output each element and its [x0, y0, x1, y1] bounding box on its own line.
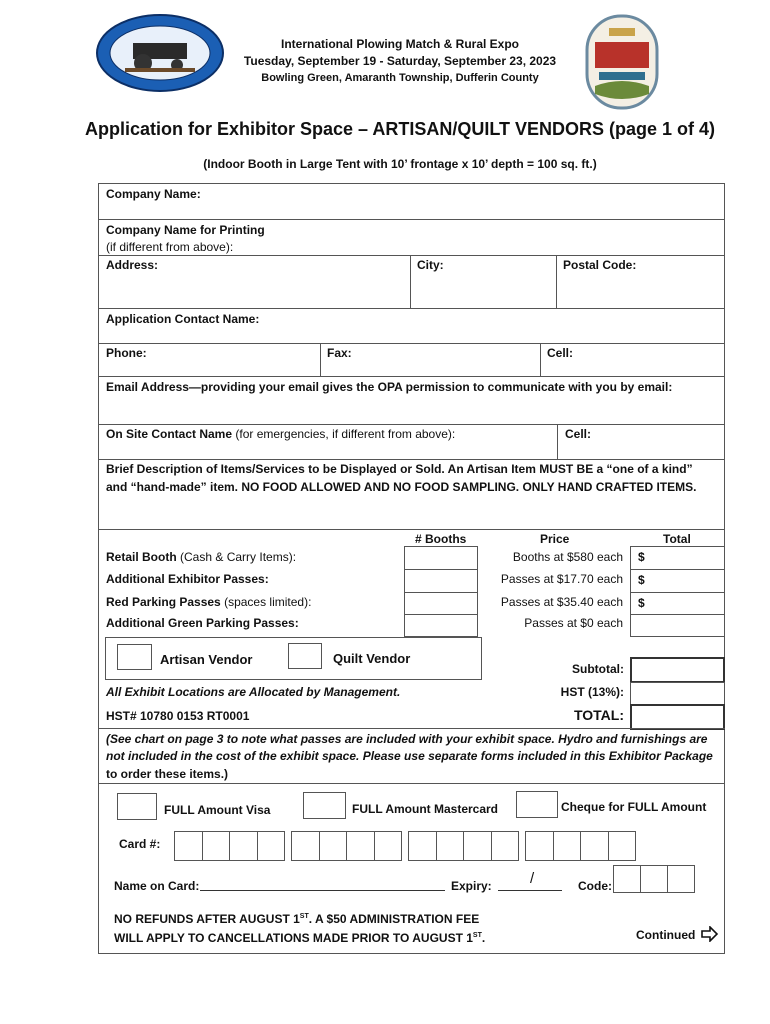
col-booths-header: # Booths	[415, 532, 467, 546]
email-label: Email Address—providing your email gives the OPA permission to communicate with you by email:	[106, 380, 673, 394]
currency-symbol: $	[638, 596, 645, 610]
exhibitor-passes-price: Passes at $17.70 each	[500, 572, 623, 586]
cheque-label: Cheque for FULL Amount	[561, 800, 707, 814]
phone-field[interactable]	[99, 344, 319, 376]
fax-field[interactable]	[321, 344, 539, 376]
red-parking-qty[interactable]	[404, 592, 478, 616]
description-line2: and “hand-made” item. NO FOOD ALLOWED AND NO FOOD SAMPLING. ONLY HAND CRAFTED ITEMS.	[106, 480, 697, 494]
email-field[interactable]	[99, 377, 724, 423]
exhibitor-passes-label: Additional Exhibitor Passes:	[106, 572, 269, 586]
exhibitor-passes-total[interactable]	[630, 569, 725, 593]
currency-symbol: $	[638, 573, 645, 587]
address-label: Address:	[106, 258, 159, 272]
ipm-2023-logo	[585, 14, 659, 110]
currency-symbol: $	[638, 550, 645, 564]
green-parking-qty[interactable]	[404, 614, 478, 637]
retail-booth-total[interactable]	[630, 546, 725, 570]
code-digit-cell[interactable]	[667, 865, 695, 893]
onsite-cell-label: Cell:	[565, 427, 592, 441]
card-digit-cell[interactable]	[174, 831, 203, 861]
city-field[interactable]	[411, 256, 555, 308]
subtotal-label: Subtotal:	[572, 662, 624, 676]
mastercard-checkbox[interactable]	[303, 792, 346, 819]
expiry-separator: /	[530, 870, 535, 887]
hst-number: HST# 10780 0153 RT0001	[106, 709, 250, 723]
hst-field[interactable]	[630, 682, 725, 705]
address-field[interactable]	[99, 256, 409, 308]
card-digit-cell[interactable]	[257, 831, 286, 861]
phone-label: Phone:	[106, 346, 147, 360]
red-parking-label: Red Parking Passes (spaces limited):	[106, 595, 312, 609]
total-label: TOTAL:	[573, 707, 624, 723]
description-line1: Brief Description of Items/Services to be Displayed or Sold. An Artisan Item MUST BE a “one of a kind”	[106, 462, 693, 476]
cell-label: Cell:	[547, 346, 574, 360]
app-contact-field[interactable]	[99, 309, 724, 343]
artisan-vendor-checkbox[interactable]	[117, 644, 152, 670]
name-on-card-label: Name on Card:	[114, 879, 200, 893]
exhibitor-passes-qty[interactable]	[404, 569, 478, 593]
code-digit-cell[interactable]	[613, 865, 641, 893]
retail-booth-label: Retail Booth (Cash & Carry Items):	[106, 550, 297, 564]
onsite-contact-label: On Site Contact Name (for emergencies, if different from above):	[106, 427, 456, 441]
card-digit-cell[interactable]	[291, 831, 320, 861]
quilt-vendor-label: Quilt Vendor	[333, 651, 411, 666]
note-line2: not included in the cost of the exhibit space. Please use separate forms included in this Exhibitor Package	[106, 749, 713, 763]
card-digit-cell[interactable]	[608, 831, 637, 861]
green-parking-total[interactable]	[630, 614, 725, 637]
postal-code-label: Postal Code:	[563, 258, 637, 272]
continued-label: Continued	[636, 928, 696, 942]
note-line3: to order these items.)	[106, 767, 229, 781]
code-digit-cell[interactable]	[640, 865, 668, 893]
card-digit-cell[interactable]	[229, 831, 258, 861]
allocated-note: All Exhibit Locations are Allocated by Management.	[106, 685, 401, 699]
postal-code-field[interactable]	[557, 256, 724, 308]
card-digit-cell[interactable]	[525, 831, 554, 861]
opa-logo	[95, 13, 225, 93]
card-digit-cell[interactable]	[463, 831, 492, 861]
hst-label: HST (13%):	[560, 685, 624, 699]
card-digit-cell[interactable]	[436, 831, 465, 861]
card-digit-cell[interactable]	[553, 831, 582, 861]
note-line1: (See chart on page 3 to note what passes are included with your exhibit space. Hydro and furnishings are	[106, 732, 708, 746]
name-on-card-field[interactable]	[200, 876, 445, 891]
event-dates: Tuesday, September 19 - Saturday, September 23, 2023	[243, 54, 557, 68]
red-parking-price: Passes at $35.40 each	[500, 595, 623, 609]
card-digit-cell[interactable]	[408, 831, 437, 861]
company-name-label: Company Name:	[106, 187, 201, 201]
artisan-vendor-label: Artisan Vendor	[160, 652, 253, 667]
green-parking-label: Additional Green Parking Passes:	[106, 616, 299, 630]
quilt-vendor-checkbox[interactable]	[288, 643, 322, 669]
card-digit-cell[interactable]	[202, 831, 231, 861]
expiry-label: Expiry:	[451, 879, 492, 893]
subtotal-field[interactable]	[630, 657, 725, 683]
card-digit-cell[interactable]	[491, 831, 520, 861]
green-parking-price: Passes at $0 each	[524, 616, 623, 630]
onsite-contact-field[interactable]	[99, 425, 556, 459]
code-label: Code:	[578, 879, 612, 893]
description-field[interactable]	[99, 497, 724, 529]
visa-checkbox[interactable]	[117, 793, 157, 820]
city-label: City:	[417, 258, 444, 272]
col-total-header: Total	[663, 532, 691, 546]
card-digit-cell[interactable]	[346, 831, 375, 861]
card-digit-cell[interactable]	[319, 831, 348, 861]
col-price-header: Price	[540, 532, 570, 546]
event-location: Bowling Green, Amaranth Township, Dufferin County	[261, 72, 539, 84]
mastercard-label: FULL Amount Mastercard	[352, 802, 499, 816]
app-contact-label: Application Contact Name:	[106, 312, 260, 326]
cell-field[interactable]	[541, 344, 724, 376]
red-parking-total[interactable]	[630, 592, 725, 616]
fax-label: Fax:	[327, 346, 352, 360]
arrow-right-icon	[701, 926, 719, 947]
card-digit-cell[interactable]	[580, 831, 609, 861]
form-subtitle: (Indoor Booth in Large Tent with 10’ frontage x 10’ depth = 100 sq. ft.)	[203, 157, 597, 171]
cheque-checkbox[interactable]	[516, 791, 558, 818]
form-title: Application for Exhibitor Space – ARTISAN/QUILT VENDORS (page 1 of 4)	[84, 119, 716, 139]
refund-notice-line1: NO REFUNDS AFTER AUGUST 1ST. A $50 ADMINISTRATION FEE	[114, 912, 480, 926]
card-number-label: Card #:	[119, 837, 161, 851]
card-digit-cell[interactable]	[374, 831, 403, 861]
total-field[interactable]	[630, 704, 725, 730]
retail-booth-qty[interactable]	[404, 546, 478, 570]
event-title: International Plowing Match & Rural Expo	[280, 37, 520, 51]
retail-booth-price: Booths at $580 each	[512, 550, 623, 564]
onsite-cell-field[interactable]	[558, 425, 724, 459]
refund-notice-line2: WILL APPLY TO CANCELLATIONS MADE PRIOR TO AUGUST 1ST.	[114, 931, 486, 945]
company-print-label: Company Name for Printing	[106, 223, 265, 237]
company-print-note: (if different from above):	[106, 240, 234, 254]
visa-label: FULL Amount Visa	[164, 803, 271, 817]
